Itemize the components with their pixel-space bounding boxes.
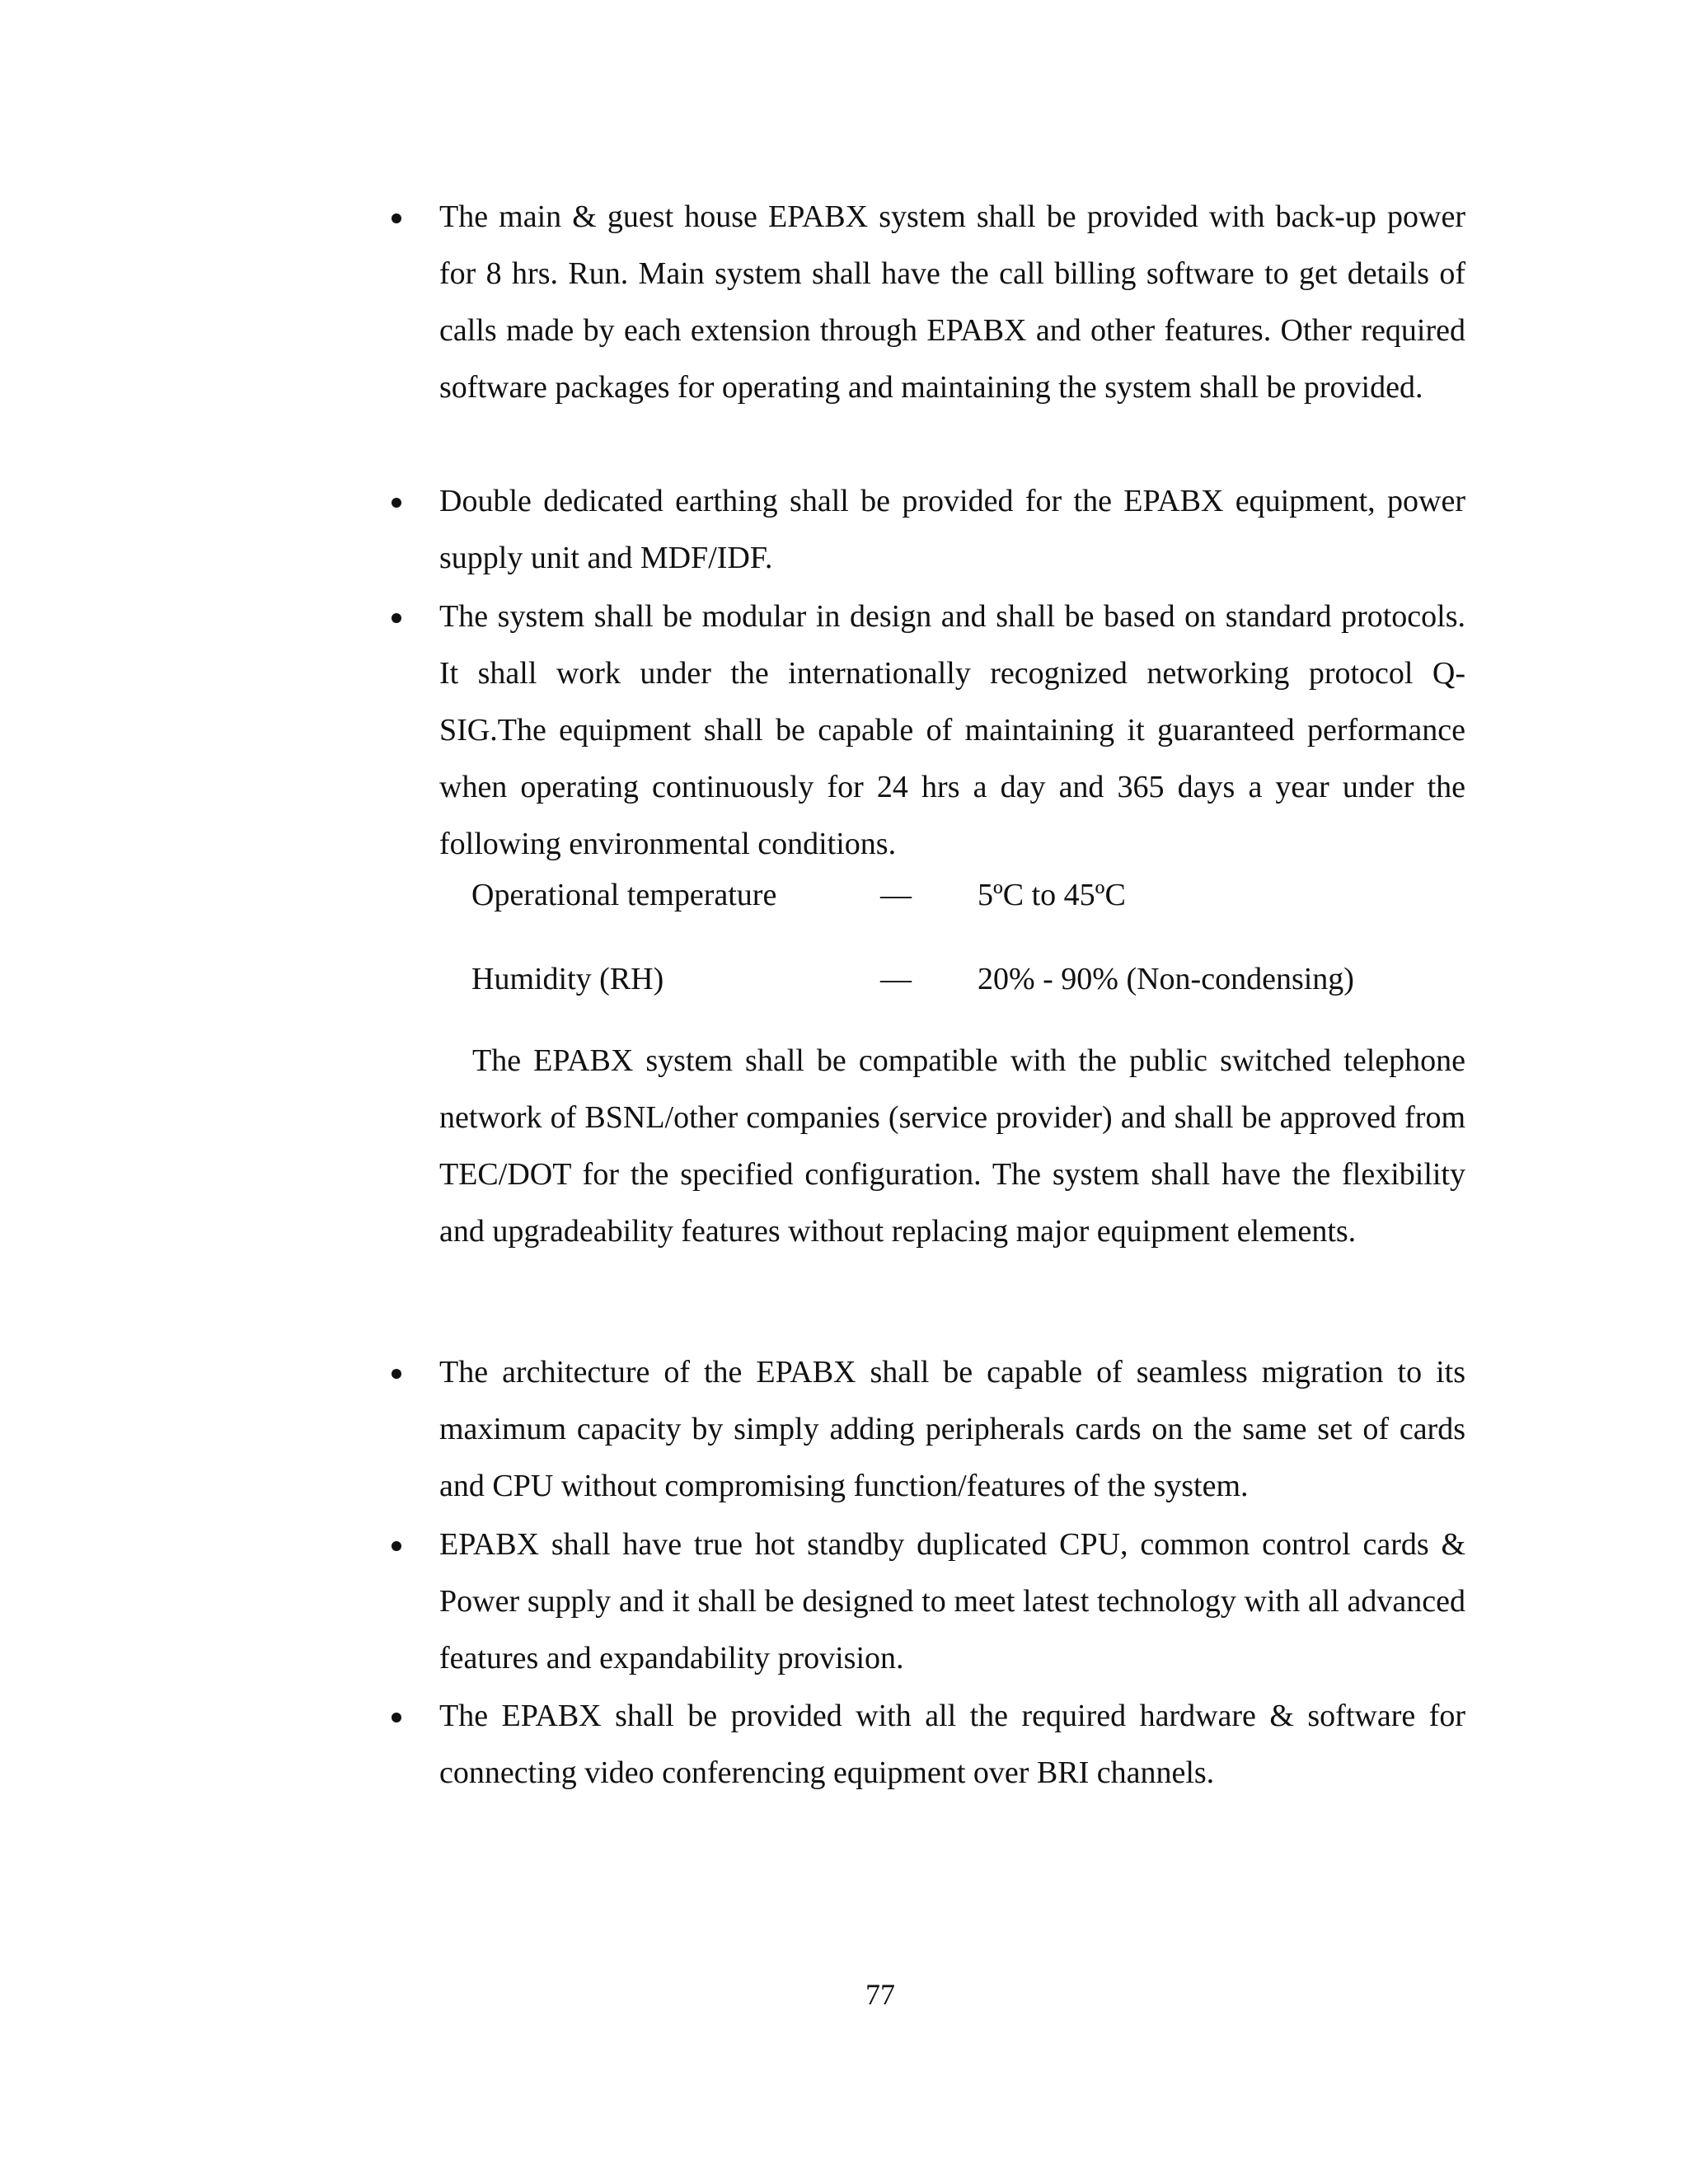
condition-value: 5ºC to 45ºC [978,878,1126,912]
condition-label: Operational temperature [471,878,777,912]
bullet-dot [392,1713,401,1722]
bullet-text: EPABX shall have true hot standby duplicated CPU, common control cards & Power supply and it shall be designed to meet latest technology with all advanced features and expandability provision. [439,1527,1465,1675]
compatibility-paragraph: The EPABX system shall be compatible with the public switched telephone network of BSNL/other companies (service provider) and shall be approved from TEC/DOT for the specified configuration. The system shall have the flexibility and upgradeability features without replacing major equipment elements. [439,1043,1465,1249]
bullet-item-video-conferencing [439,1688,1465,1802]
bullet-text: The system shall be modular in design and shall be based on standard protocols. It shall work under the internationally recognized networking protocol Q-SIG.The equipment shall be capable of maintaining it guaranteed performance when operating continuously for 24 hrs a day and 365 days a year under the following environmental conditions. [439,599,1465,861]
bullet-text: The main & guest house EPABX system shall be provided with back-up power for 8 hrs. Run. Main system shall have the call billing software to get details of calls made by each extension through EPABX and other features. Other required software packages for operating and maintaining the system shall be provided. [439,199,1465,405]
condition-label: Humidity (RH) [471,962,664,996]
condition-separator: — [880,962,912,996]
bullet-text: Double dedicated earthing shall be provided for the EPABX equipment, power supply unit and MDF/IDF. [439,484,1465,575]
bullet-item-backup-power [439,189,1465,416]
condition-separator: — [880,878,912,912]
bullet-dot [392,1541,401,1551]
bullet-item-architecture [439,1344,1465,1515]
bullet-item-modular-design [439,588,1465,873]
bullet-item-hot-standby [439,1516,1465,1687]
bullet-dot [392,213,401,223]
bullet-dot [392,498,401,508]
condition-row-humidity [471,954,1461,1004]
bullet-item-earthing [439,473,1465,587]
bullet-text: The architecture of the EPABX shall be capable of seamless migration to its maximum capacity by simply adding peripherals cards on the same set of cards and CPU without compromising function/features of the system. [439,1355,1465,1503]
page-number: 77 [865,1978,895,2011]
condition-value: 20% - 90% (Non-condensing) [978,962,1354,996]
bullet-dot [392,1369,401,1379]
bullet-text: The EPABX shall be provided with all the required hardware & software for connecting video conferencing equipment over BRI channels. [439,1699,1465,1790]
bullet-dot [392,613,401,623]
condition-row-temperature [471,870,1461,920]
